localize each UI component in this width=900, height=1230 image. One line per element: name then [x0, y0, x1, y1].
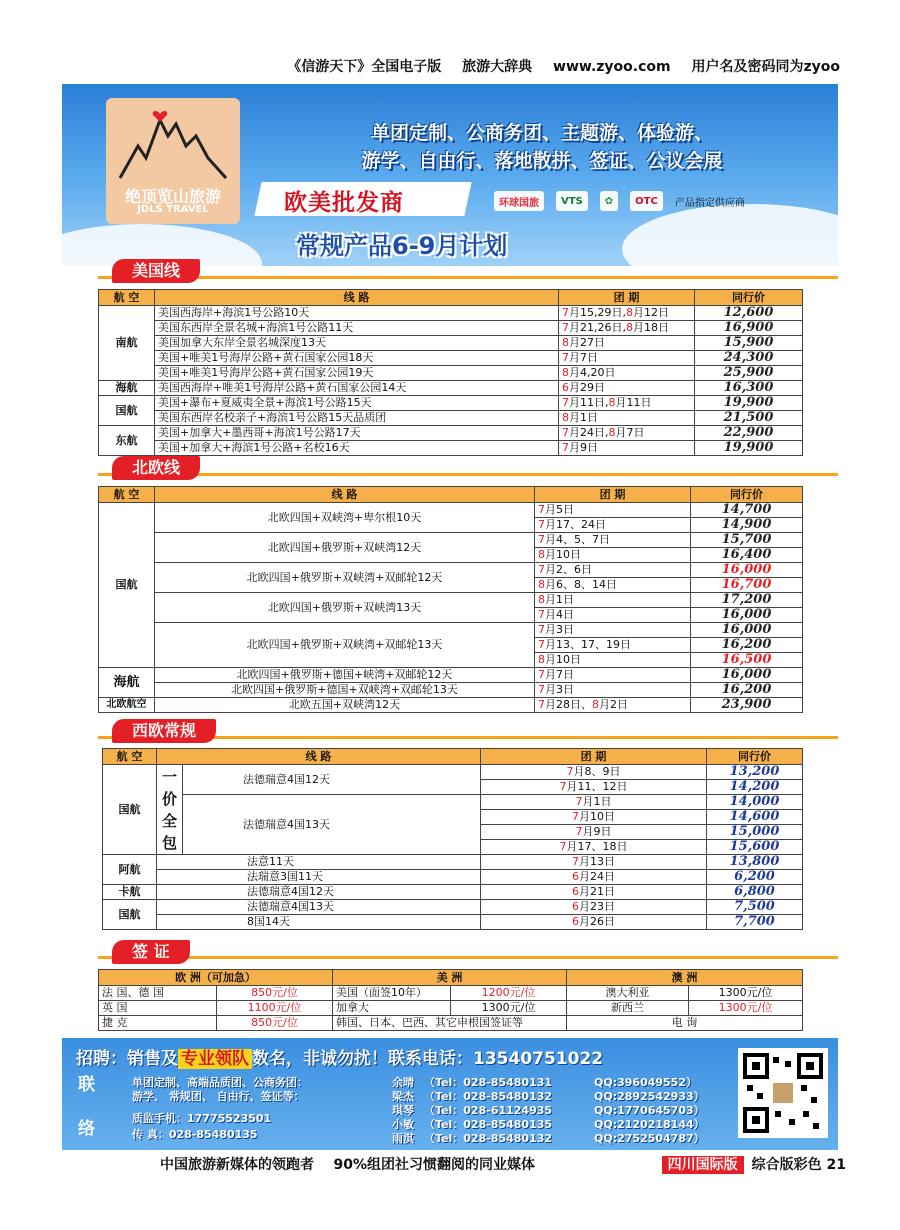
quality-phone: 质监手机：17775523501 [132, 1112, 272, 1125]
date-cell: 7月4日 [535, 608, 691, 623]
section-tag-west-europe: 西欧常规 [112, 719, 216, 743]
date-cell: 7月1日 [481, 795, 707, 810]
visa-price: 1300元/位 [689, 1001, 803, 1016]
price-cell: 14,000 [707, 795, 803, 810]
contact-qq: QQ:1770645703） [594, 1104, 705, 1117]
package-label: 一 价 全 包 [157, 765, 183, 855]
col-header: 线 路 [155, 487, 535, 503]
date-cell: 7月24日,8月7日 [559, 426, 695, 441]
airline-cell: 国航 [99, 503, 155, 668]
partner-logo: ✿ [600, 191, 618, 211]
contact-tel: （Tel：028-85480131 [424, 1076, 553, 1089]
date-cell: 7月28日、8月2日 [535, 698, 691, 713]
date-cell: 8月27日 [559, 336, 695, 351]
section-divider [98, 956, 838, 959]
date-cell: 6月23日 [481, 900, 707, 915]
qr-code-icon[interactable] [738, 1048, 828, 1138]
table-row [99, 396, 803, 411]
date-cell: 7月15,29日,8月12日 [559, 306, 695, 321]
price-cell: 15,700 [691, 533, 803, 548]
col-header: 同行价 [707, 749, 803, 765]
contact-name: 余晴 [392, 1076, 414, 1089]
table-row [103, 885, 803, 900]
col-header: 团 期 [559, 290, 695, 306]
table-row [103, 900, 803, 915]
price-cell: 19,900 [695, 396, 803, 411]
header-item-url[interactable]: www.zyoo.com [553, 59, 671, 75]
airline-cell: 东航 [99, 426, 155, 456]
col-header: 美 洲 [333, 970, 567, 986]
route-cell: 美国+加拿大+海滨1号公路+名校16天 [155, 441, 559, 456]
partner-note: 产品指定供应商 [674, 197, 745, 209]
date-cell: 8月4,20日 [559, 366, 695, 381]
route-cell: 法德瑞意4国12天 [183, 765, 481, 795]
date-cell: 6月24日 [481, 870, 707, 885]
mountain-logo-icon [116, 106, 230, 186]
price-cell: 15,000 [707, 825, 803, 840]
header-item-login: 用户名及密码同为zyoo [691, 59, 840, 75]
price-cell: 19,900 [695, 441, 803, 456]
route-cell: 美国东西岸名校亲子+海滨1号公路15天品质团 [155, 411, 559, 426]
route-cell: 美国加拿大东岸全景名城深度13天 [155, 336, 559, 351]
airline-cell: 海航 [99, 668, 155, 698]
visa-country: 法 国、德 国 [99, 986, 217, 1001]
visa-price: 1100元/位 [217, 1001, 333, 1016]
visa-table [98, 969, 803, 1031]
header-item-1: 《信游天下》全国电子版 [287, 59, 442, 75]
price-cell: 6,800 [707, 885, 803, 900]
date-cell: 7月3日 [535, 623, 691, 638]
col-header: 线 路 [157, 749, 481, 765]
nordic-table [98, 486, 803, 713]
airline-cell: 国航 [103, 900, 157, 930]
logo-en: JDLS TRAVEL [137, 204, 209, 215]
date-cell: 7月13日 [481, 855, 707, 870]
visa-country: 英 国 [99, 1001, 217, 1016]
route-cell: 美国+加拿大+墨西哥+海滨1号公路17天 [155, 426, 559, 441]
route-cell: 美国+瀑布+夏威夷全景+海滨1号公路15天 [155, 396, 559, 411]
edition-badge: 四川国际版 [662, 1156, 744, 1174]
table-row [99, 426, 803, 441]
route-cell: 美国+唯美1号海岸公路+黄石国家公园19天 [155, 366, 559, 381]
route-cell: 北欧四国+俄罗斯+双峡湾12天 [155, 533, 535, 563]
date-cell: 6月21日 [481, 885, 707, 900]
price-cell: 14,600 [707, 810, 803, 825]
banner [62, 84, 838, 266]
services-line-2: 游学、 常规团、 自由行、签证等： [132, 1090, 305, 1103]
table-row [99, 306, 803, 321]
date-cell: 7月3日 [535, 683, 691, 698]
date-cell: 7月9日 [559, 441, 695, 456]
date-cell: 8月6、8、14日 [535, 578, 691, 593]
price-cell: 16,200 [691, 683, 803, 698]
price-cell: 16,000 [691, 623, 803, 638]
col-header: 航 空 [103, 749, 157, 765]
table-row [99, 698, 803, 713]
table-row [99, 1016, 803, 1031]
date-cell: 6月26日 [481, 915, 707, 930]
edition-label: 综合版彩色 21 [751, 1157, 846, 1173]
price-cell: 16,400 [691, 548, 803, 563]
table-row [103, 795, 803, 810]
wholesaler-title: 欧美批发商 [284, 190, 404, 216]
price-cell: 16,000 [691, 668, 803, 683]
footer [0, 1154, 846, 1174]
route-cell: 8国14天 [157, 915, 481, 930]
table-row [99, 1001, 803, 1016]
logo [106, 98, 240, 224]
airline-cell: 海航 [99, 381, 155, 396]
table-row [99, 503, 803, 518]
col-header: 团 期 [481, 749, 707, 765]
price-cell: 14,700 [691, 503, 803, 518]
price-cell: 22,900 [695, 426, 803, 441]
visa-country: 美国（面签10年） [333, 986, 451, 1001]
table-row [99, 668, 803, 683]
route-cell: 北欧四国+俄罗斯+双峡湾13天 [155, 593, 535, 623]
route-cell: 北欧四国+俄罗斯+双峡湾+双邮轮13天 [155, 623, 535, 668]
recruit-panel [62, 1038, 838, 1150]
services-line-1: 单团定制、高端品质团、公商务团： [132, 1076, 308, 1089]
table-row [99, 593, 803, 608]
contact-qq: QQ:2752504787） [594, 1132, 705, 1145]
price-cell: 16,500 [691, 653, 803, 668]
contact-tel: （Tel：028-85480132 [424, 1132, 553, 1145]
visa-country: 捷 克 [99, 1016, 217, 1031]
table-row [99, 336, 803, 351]
route-cell: 北欧四国+双峡湾+卑尔根10天 [155, 503, 535, 533]
date-cell: 7月11、12日 [481, 780, 707, 795]
contact-label: 联 络 [78, 1075, 95, 1139]
partner-logos [494, 190, 745, 212]
section-tag-nordic: 北欧线 [112, 456, 200, 480]
date-cell: 8月1日 [559, 411, 695, 426]
price-cell: 25,900 [695, 366, 803, 381]
visa-price: 1300元/位 [451, 1001, 567, 1016]
route-cell: 北欧五国+双峡湾12天 [155, 698, 535, 713]
partner-logo: 环球国旅 [494, 191, 544, 211]
contact-qq: QQ:2120218144） [594, 1118, 705, 1131]
date-cell: 8月10日 [535, 653, 691, 668]
visa-country: 新西兰 [567, 1001, 689, 1016]
price-cell: 14,900 [691, 518, 803, 533]
route-cell: 北欧四国+俄罗斯+德国+双峡湾+双邮轮13天 [155, 683, 535, 698]
date-cell: 7月11日,8月11日 [559, 396, 695, 411]
route-cell: 美国东西岸全景名城+海滨1号公路11天 [155, 321, 559, 336]
table-row [99, 411, 803, 426]
route-cell: 北欧四国+俄罗斯+德国+峡湾+双邮轮12天 [155, 668, 535, 683]
plan-title: 常规产品6-9月计划 [296, 232, 508, 260]
recruit-title: 招聘：销售及 专业领队 数名，非诚勿扰！联系电话：13540751022 [76, 1049, 604, 1069]
date-cell: 7月2、6日 [535, 563, 691, 578]
col-header: 同行价 [691, 487, 803, 503]
date-cell: 8月10日 [535, 548, 691, 563]
contact-tel: （Tel：028-85480132 [424, 1090, 553, 1103]
table-row [103, 765, 803, 780]
table-row [99, 381, 803, 396]
price-cell: 7,500 [707, 900, 803, 915]
contact-tel: （Tel：028-85480135 [424, 1118, 553, 1131]
route-cell: 法德瑞意4国13天 [183, 795, 481, 855]
route-cell: 美国西海岸+唯美1号海岸公路+黄石国家公园14天 [155, 381, 559, 396]
table-row [99, 986, 803, 1001]
contact-name: 琪琴 [392, 1104, 414, 1117]
footer-slogans: 中国旅游新媒体的领跑者 90%组团社习惯翻阅的同业媒体 [160, 1157, 536, 1173]
price-cell: 24,300 [695, 351, 803, 366]
route-cell: 法意11天 [157, 855, 481, 870]
partner-logo: VTS [556, 191, 588, 211]
price-cell: 16,700 [691, 578, 803, 593]
col-header: 欧 洲（可加急） [99, 970, 333, 986]
table-row [99, 441, 803, 456]
section-tag-visa: 签 证 [112, 940, 190, 964]
visa-price: 1200元/位 [451, 986, 567, 1001]
header-line [0, 56, 840, 76]
table-row [99, 563, 803, 578]
price-cell: 16,200 [691, 638, 803, 653]
contact-qq: QQ:2892542933） [594, 1090, 705, 1103]
price-cell: 16,000 [691, 563, 803, 578]
price-cell: 7,700 [707, 915, 803, 930]
airline-cell: 卡航 [103, 885, 157, 900]
cloud-decoration [622, 204, 838, 266]
price-cell: 17,200 [691, 593, 803, 608]
fax: 传 真：028-85480135 [132, 1128, 258, 1141]
date-cell: 7月10日 [481, 810, 707, 825]
contact-name: 梁杰 [392, 1090, 414, 1103]
date-cell: 7月8、9日 [481, 765, 707, 780]
visa-inquire: 电 询 [567, 1016, 803, 1031]
route-cell: 美国+唯美1号海岸公路+黄石国家公园18天 [155, 351, 559, 366]
price-cell: 13,200 [707, 765, 803, 780]
section-divider [98, 276, 838, 279]
price-cell: 15,900 [695, 336, 803, 351]
table-row [99, 351, 803, 366]
date-cell: 7月17、24日 [535, 518, 691, 533]
west-europe-table [102, 748, 803, 930]
table-row [99, 366, 803, 381]
contact-qq: QQ:396049552） [594, 1076, 697, 1089]
price-cell: 21,500 [695, 411, 803, 426]
date-cell: 7月21,26日,8月18日 [559, 321, 695, 336]
visa-price: 1300元/位 [689, 986, 803, 1001]
table-row [103, 870, 803, 885]
date-cell: 7月9日 [481, 825, 707, 840]
visa-country: 韩国、日本、巴西、其它申根国签证等 [333, 1016, 567, 1031]
price-cell: 23,900 [691, 698, 803, 713]
partner-logo: OTC [630, 191, 663, 211]
route-cell: 法德瑞意4国13天 [157, 900, 481, 915]
airline-cell: 南航 [99, 306, 155, 381]
table-row [99, 321, 803, 336]
table-row [103, 855, 803, 870]
contact-tel: （Tel：028-61124935 [424, 1104, 553, 1117]
section-divider [98, 473, 838, 476]
price-cell: 16,000 [691, 608, 803, 623]
visa-country: 加拿大 [333, 1001, 451, 1016]
visa-price: 850元/位 [217, 1016, 333, 1031]
col-header: 线 路 [155, 290, 559, 306]
route-cell: 法瑞意3国11天 [157, 870, 481, 885]
price-cell: 13,800 [707, 855, 803, 870]
col-header: 航 空 [99, 487, 155, 503]
airline-cell: 阿航 [103, 855, 157, 885]
slogan-line-1: 单团定制、公商务团、主题游、体验游、 [370, 122, 713, 144]
date-cell: 7月17、18日 [481, 840, 707, 855]
route-cell: 北欧四国+俄罗斯+双峡湾+双邮轮12天 [155, 563, 535, 593]
table-row [99, 683, 803, 698]
col-header: 同行价 [695, 290, 803, 306]
col-header: 航 空 [99, 290, 155, 306]
usa-table [98, 289, 803, 456]
price-cell: 16,300 [695, 381, 803, 396]
date-cell: 7月13、17、19日 [535, 638, 691, 653]
date-cell: 7月7日 [559, 351, 695, 366]
table-row [99, 533, 803, 548]
date-cell: 8月1日 [535, 593, 691, 608]
airline-cell: 北欧航空 [99, 698, 155, 713]
visa-country: 澳大利亚 [567, 986, 689, 1001]
table-row [103, 915, 803, 930]
table-row [99, 623, 803, 638]
price-cell: 14,200 [707, 780, 803, 795]
route-cell: 美国西海岸+海滨1号公路10天 [155, 306, 559, 321]
price-cell: 6,200 [707, 870, 803, 885]
price-cell: 15,600 [707, 840, 803, 855]
col-header: 澳 洲 [567, 970, 803, 986]
date-cell: 7月5日 [535, 503, 691, 518]
airline-cell: 国航 [103, 765, 157, 855]
contact-name: 小敏 [392, 1118, 414, 1131]
col-header: 团 期 [535, 487, 691, 503]
logo-cn: 绝顶览山旅游 [124, 187, 221, 206]
date-cell: 7月7日 [535, 668, 691, 683]
section-tag-usa: 美国线 [112, 259, 200, 283]
date-cell: 7月4、5、7日 [535, 533, 691, 548]
price-cell: 12,600 [695, 306, 803, 321]
contact-name: 雨淇 [392, 1132, 414, 1145]
slogan-line-2: 游学、自由行、落地散拼、签证、公议会展 [361, 150, 723, 172]
visa-price: 850元/位 [217, 986, 333, 1001]
airline-cell: 国航 [99, 396, 155, 426]
date-cell: 6月29日 [559, 381, 695, 396]
route-cell: 法德瑞意4国12天 [157, 885, 481, 900]
header-item-2: 旅游大辞典 [462, 59, 533, 75]
price-cell: 16,900 [695, 321, 803, 336]
